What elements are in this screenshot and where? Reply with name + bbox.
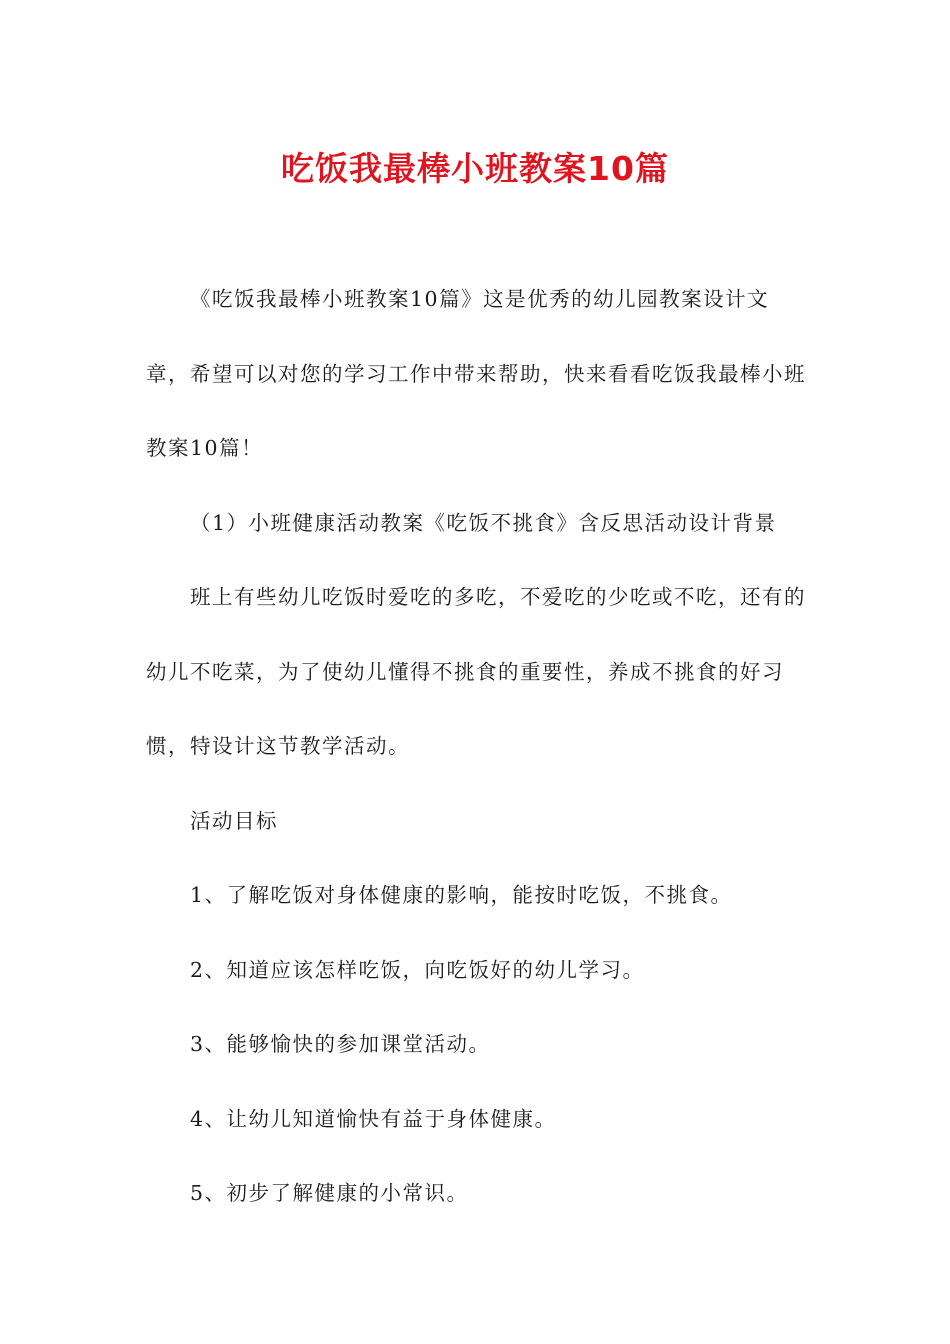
background-paragraph: 班上有些幼儿吃饭时爱吃的多吃，不爱吃的少吃或不吃，还有的幼儿不吃菜，为了使幼儿懂得不挑食的重要性，养成不挑食的好习惯，特设计这节教学活动。 [146, 585, 806, 758]
goal-item-4: 4、让幼儿知道愉快有益于身体健康。 [190, 1106, 557, 1131]
goal-item-2: 2、知道应该怎样吃饭，向吃饭好的幼儿学习。 [190, 957, 645, 982]
intro-paragraph: 《吃饭我最棒小班教案10篇》这是优秀的幼儿园教案设计文章，希望可以对您的学习工作中带来帮助，快来看看吃饭我最棒小班教案10篇！ [146, 287, 806, 460]
goal-item-1: 1、了解吃饭对身体健康的影响，能按时吃饭，不挑食。 [190, 883, 733, 907]
goals-heading: 活动目标 [190, 808, 278, 833]
goal-item-3: 3、能够愉快的参加课堂活动。 [190, 1032, 491, 1056]
document-title: 吃饭我最棒小班教案10篇 [281, 149, 669, 188]
document-body [146, 262, 806, 1231]
goal-item-5: 5、初步了解健康的小常识。 [190, 1181, 469, 1205]
section-heading: （1）小班健康活动教案《吃饭不挑食》含反思活动设计背景 [190, 510, 777, 535]
